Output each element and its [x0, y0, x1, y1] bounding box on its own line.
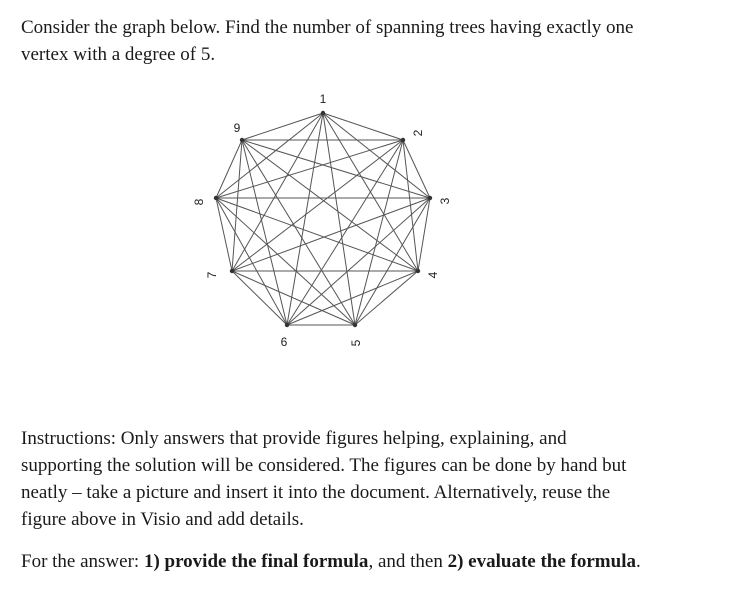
vertex-label-5: 5 [349, 339, 364, 347]
question-line-1: Consider the graph below. Find the number of spanning trees having exactly one [21, 17, 634, 38]
edge-1-5 [323, 113, 355, 325]
vertex-label-6: 6 [280, 335, 288, 350]
edge-4-6 [287, 271, 418, 325]
edge-1-3 [323, 113, 430, 198]
complete-graph-figure [190, 82, 460, 352]
instructions-line-1: Instructions: Only answers that provide figures helping, explaining, and [21, 428, 567, 449]
instructions-line-3: neatly – take a picture and insert it into the document. Alternatively, reuse the [21, 482, 611, 503]
answer-prefix: For the answer: [21, 551, 144, 572]
vertex-label-3: 3 [438, 197, 453, 205]
answer-middle: , and then [368, 551, 448, 572]
vertex-label-7: 7 [205, 271, 220, 279]
edge-3-6 [287, 198, 430, 325]
instructions-line-4: figure above in Visio and add details. [21, 509, 304, 530]
edge-2-6 [287, 140, 403, 325]
graph-svg [190, 82, 460, 352]
edge-6-9 [242, 140, 287, 325]
vertex-3 [428, 196, 432, 200]
vertex-label-2: 2 [411, 129, 426, 137]
answer-part-2: 2) evaluate the formula [447, 551, 636, 572]
vertex-9 [240, 138, 244, 142]
edge-3-9 [242, 140, 430, 198]
instructions-text [21, 425, 721, 533]
edge-1-2 [323, 113, 403, 140]
edge-5-8 [216, 198, 355, 325]
edge-2-5 [355, 140, 403, 325]
vertex-6 [285, 323, 289, 327]
edge-2-3 [403, 140, 430, 198]
edge-7-8 [216, 198, 232, 271]
vertex-4 [416, 269, 420, 273]
edge-5-7 [232, 271, 355, 325]
vertex-label-9: 9 [233, 121, 241, 136]
answer-suffix: . [635, 551, 641, 572]
edge-1-9 [242, 113, 323, 140]
question-text [21, 14, 721, 68]
vertex-label-1: 1 [319, 92, 327, 107]
vertex-label-8: 8 [192, 198, 207, 206]
vertex-1 [321, 111, 325, 115]
vertex-8 [214, 196, 218, 200]
edge-3-7 [232, 198, 430, 271]
answer-instructions [21, 548, 731, 575]
instructions-line-2: supporting the solution will be considered. The figures can be done by hand but [21, 455, 627, 476]
graph-edges [216, 113, 430, 325]
edge-6-8 [216, 198, 287, 325]
edge-6-7 [232, 271, 287, 325]
vertex-2 [401, 138, 405, 142]
vertex-5 [353, 323, 357, 327]
answer-part-1: 1) provide the final formula [143, 551, 369, 572]
vertex-label-4: 4 [426, 271, 441, 279]
vertex-7 [230, 269, 234, 273]
question-line-2: vertex with a degree of 5. [21, 44, 216, 65]
edge-4-5 [355, 271, 418, 325]
